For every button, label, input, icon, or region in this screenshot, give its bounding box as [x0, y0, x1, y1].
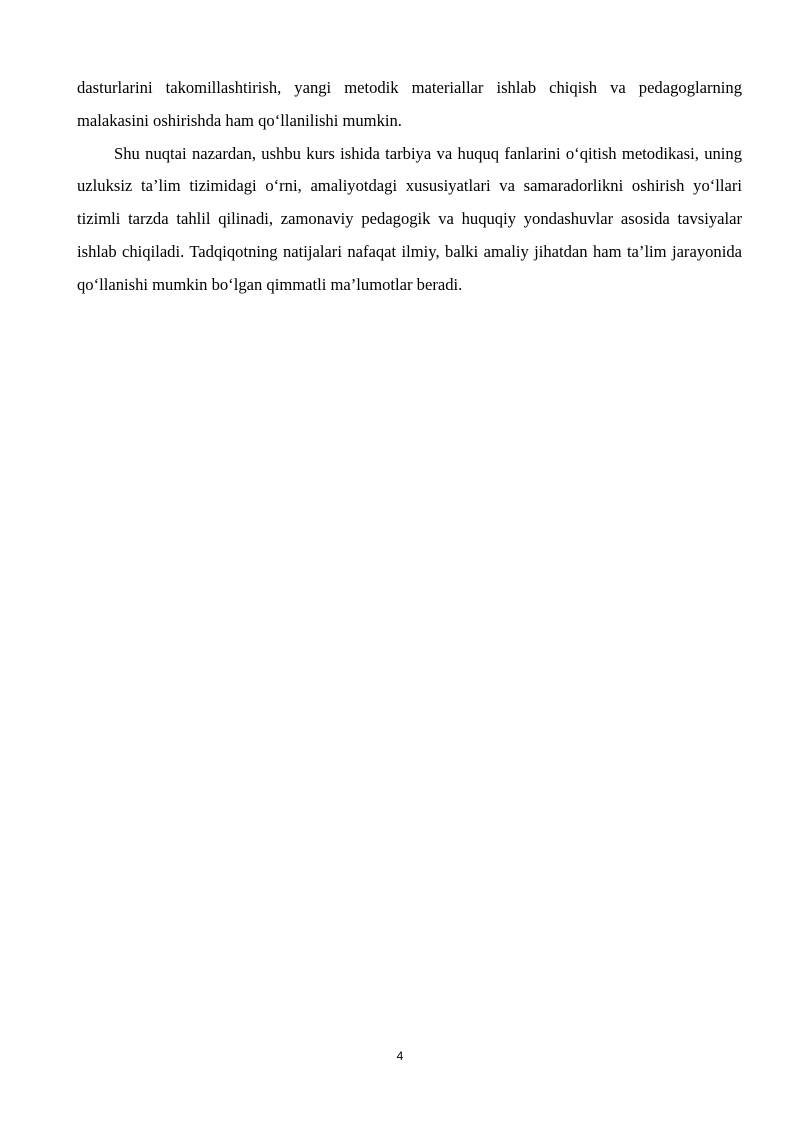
paragraph-main: Shu nuqtai nazardan, ushbu kurs ishida tarbiya va huquq fanlarini o‘qitish metodikasi, uning uzluksiz ta’lim tizimidagi o‘rni, amaliyotdagi xususiyatlari va samaradorlikni oshirish yo‘llari tizimli tarzda tahlil qilinadi, zamonaviy pedagogik va huquqiy yondashuvlar asosida tavsiyalar ishlab chiqiladi. Tadqiqotning natijalari nafaqat ilmiy, balki amaliy jihatdan ham ta’lim jarayonida qo‘llanishi mumkin bo‘lgan qimmatli ma’lumotlar beradi.	[77, 143, 742, 294]
paragraph-continuation: dasturlarini takomillashtirish, yangi metodik materiallar ishlab chiqish va pedagoglarning malakasini oshirishda ham qo‘llanilishi mumkin.	[77, 78, 742, 130]
page-number: 4	[396, 1049, 404, 1063]
body-text	[77, 72, 742, 302]
